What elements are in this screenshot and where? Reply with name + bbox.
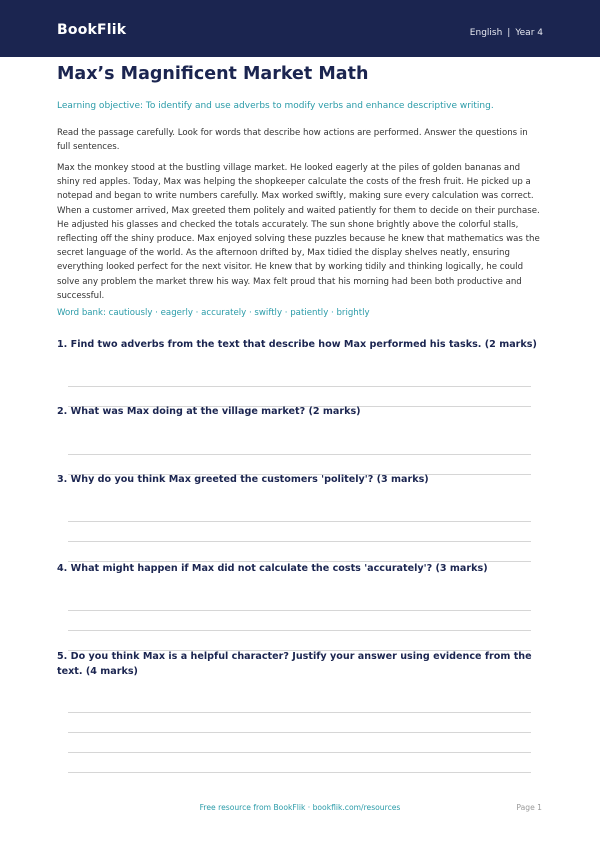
- question-4: 4. What might happen if Max did not calculate the costs 'accurately'? (3 marks): [57, 563, 488, 574]
- year-label: Year 4: [515, 28, 543, 38]
- instructions: Read the passage carefully. Look for words that describe how actions are performed. Answer the questions in full sentences.: [57, 128, 528, 152]
- brand-logo: BookFlik: [57, 22, 127, 38]
- learning-objective: Learning objective: To identify and use adverbs to modify verbs and enhance descriptive writing.: [57, 101, 494, 111]
- answer-line[interactable]: [68, 541, 531, 542]
- answer-line[interactable]: [68, 521, 531, 522]
- answer-line[interactable]: [68, 630, 531, 631]
- question-3: 3. Why do you think Max greeted the customers 'politely'? (3 marks): [57, 474, 429, 485]
- answer-line[interactable]: [68, 732, 531, 733]
- question-5: 5. Do you think Max is a helpful character? Justify your answer using evidence from the text. (4 marks): [57, 651, 532, 677]
- footer-resource-link[interactable]: Free resource from BookFlik · bookflik.com/resources: [199, 803, 401, 812]
- question-2: 2. What was Max doing at the village market? (2 marks): [57, 406, 361, 417]
- subject-year-label: [470, 28, 543, 38]
- meta-separator: |: [507, 28, 511, 38]
- page-header: [0, 0, 600, 57]
- answer-line[interactable]: [68, 386, 531, 387]
- subject-label: English: [469, 28, 503, 38]
- answer-line[interactable]: [68, 454, 531, 455]
- page-number: Page 1: [516, 803, 542, 812]
- answer-line[interactable]: [68, 772, 531, 773]
- word-bank: Word bank: cautiously · eagerly · accurately · swiftly · patiently · brightly: [57, 308, 370, 318]
- answer-line[interactable]: [68, 712, 531, 713]
- question-1: 1. Find two adverbs from the text that describe how Max performed his tasks. (2 marks): [57, 339, 537, 350]
- reading-passage: Max the monkey stood at the bustling village market. He looked eagerly at the piles of golden bananas and shiny red apples. Today, Max was helping the shopkeeper calculate the costs of the fresh fruit. He picked up a notepad and began to write numbers carefully. Max worked swiftly, making sure every calculation was correct. When a customer arrived, Max greeted them politely and waited patiently for them to decide on their purchase. He adjusted his glasses and checked the totals accurately. The sun shone brightly above the colorful stalls, reflecting off the shiny produce. Max enjoyed solving these puzzles because he knew that mathematics was the secret language of the world. As the afternoon drifted by, Max tidied the display shelves neatly, ensuring everything looked perfect for the next visitor. He knew that by working tidily and thinking logically, he could solve any problem the market threw his way. Max felt proud that his morning had been both productive and successful.: [57, 163, 540, 301]
- answer-line[interactable]: [68, 752, 531, 753]
- answer-line[interactable]: [68, 610, 531, 611]
- worksheet-title: Max’s Magnificent Market Math: [57, 64, 369, 84]
